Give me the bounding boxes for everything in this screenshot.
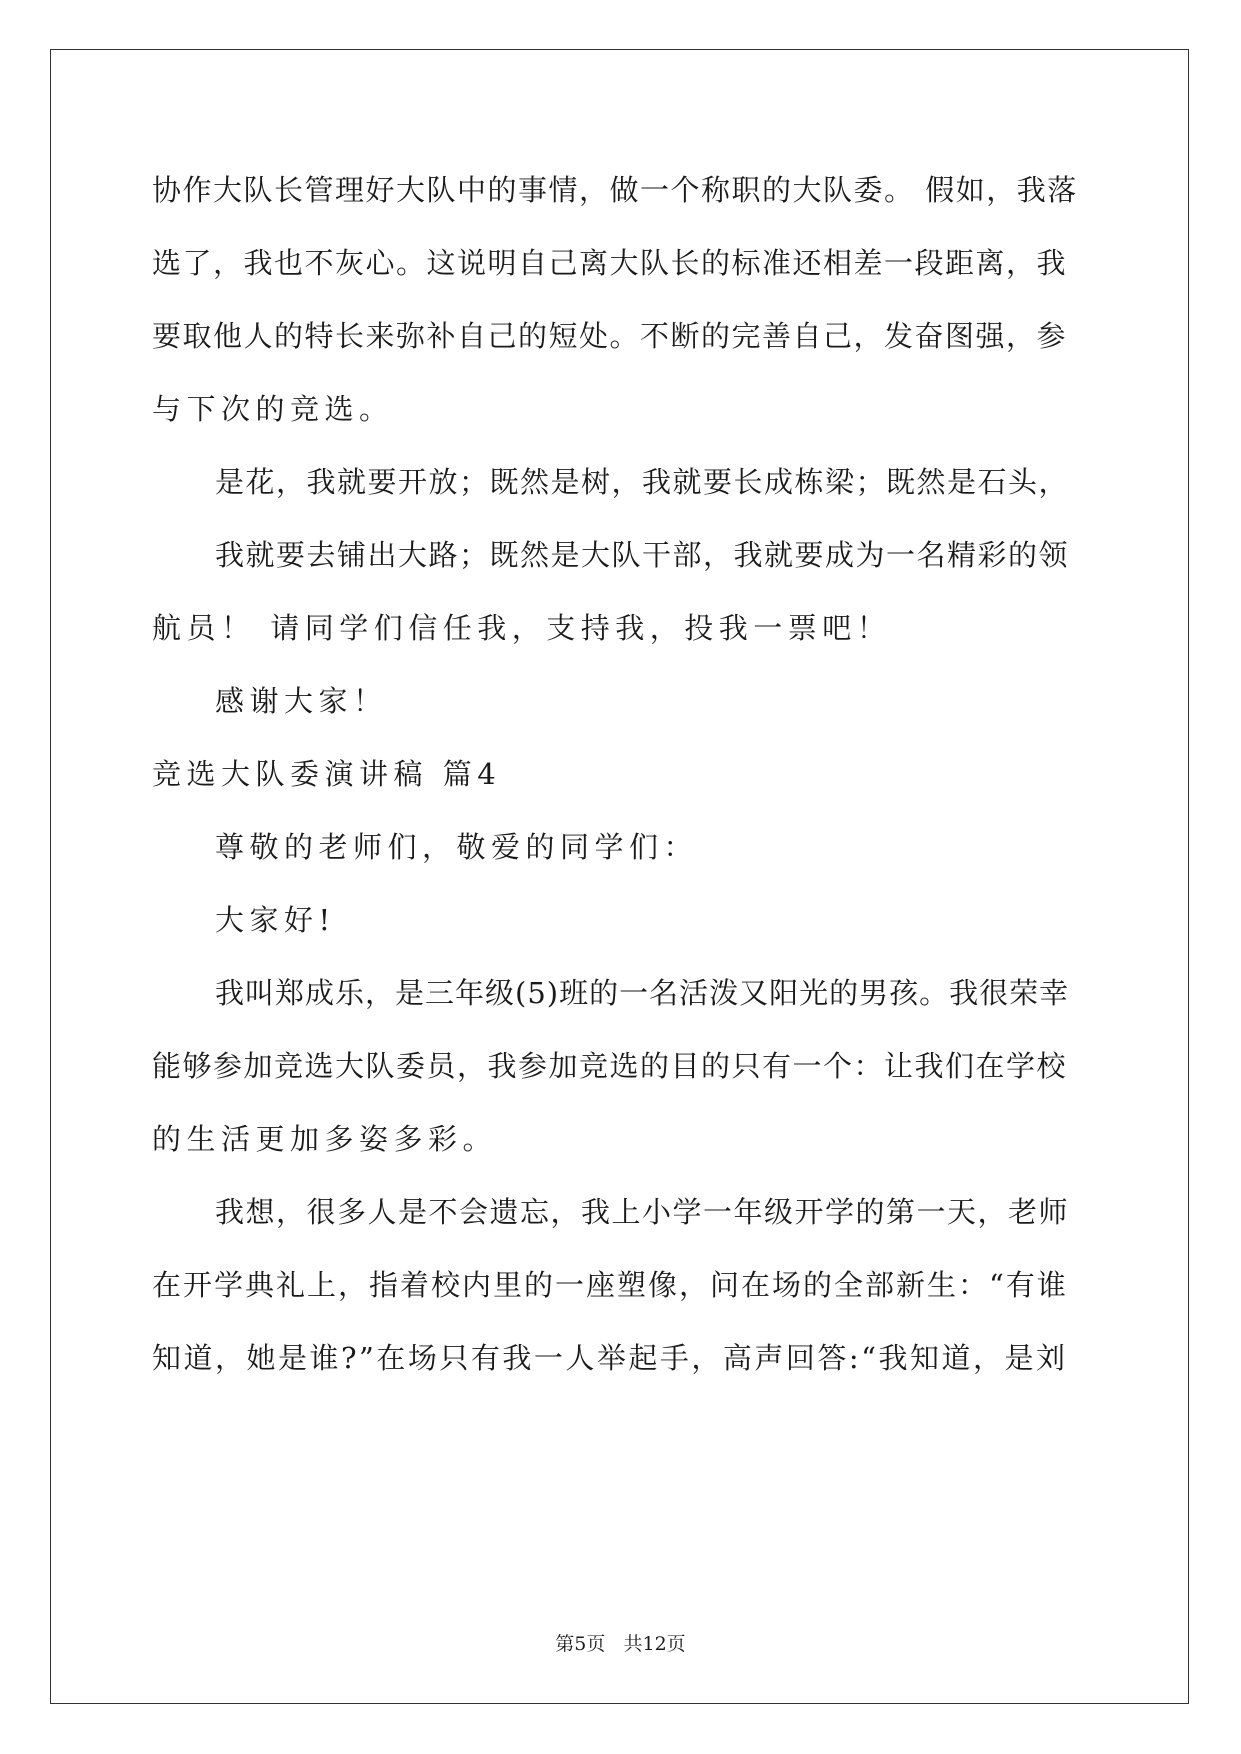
body-text-line: 与下次的竞选。 xyxy=(152,392,394,426)
body-text-line: 我就要去铺出大路；既然是大队干部，我就要成为一名精彩的领 xyxy=(215,538,1070,572)
greeting-line: 大家好! xyxy=(215,903,336,937)
body-text-line: 航员！ 请同学们信任我，支持我，投我一票吧！ xyxy=(152,611,892,645)
page-number-footer: 第5页 共12页 xyxy=(555,1633,686,1655)
paragraph-start-line: 是花，我就要开放；既然是树，我就要长成栋梁；既然是石头， xyxy=(215,465,1070,499)
paragraph-start-line: 我叫郑成乐，是三年级(5)班的一名活泼又阳光的男孩。我很荣幸 xyxy=(215,976,1070,1010)
body-text-line: 选了，我也不灰心。这说明自己离大队长的标准还相差一段距离，我 xyxy=(152,246,1068,280)
section-heading: 竞选大队委演讲稿 篇4 xyxy=(152,757,502,791)
body-text-line: 能够参加竞选大队委员，我参加竞选的目的只有一个：让我们在学校 xyxy=(152,1049,1068,1083)
body-text-line: 知道，她是谁?”在场只有我一人举起手，高声回答:“我知道，是刘 xyxy=(152,1341,1068,1375)
body-text-line: 在开学典礼上，指着校内里的一座塑像，问在场的全部新生：“有谁 xyxy=(152,1268,1068,1302)
closing-line: 感谢大家！ xyxy=(215,684,388,718)
paragraph-start-line: 我想，很多人是不会遗忘，我上小学一年级开学的第一天，老师 xyxy=(215,1195,1070,1229)
salutation-line: 尊敬的老师们，敬爱的同学们： xyxy=(215,830,699,864)
body-text-line: 的生活更加多姿多彩。 xyxy=(152,1122,498,1156)
body-text-line: 要取他人的特长来弥补自己的短处。不断的完善自己，发奋图强，参 xyxy=(152,319,1068,353)
body-text-line: 协作大队长管理好大队中的事情，做一个称职的大队委。 假如，我落 xyxy=(152,173,1078,207)
page-border xyxy=(50,49,1189,1704)
